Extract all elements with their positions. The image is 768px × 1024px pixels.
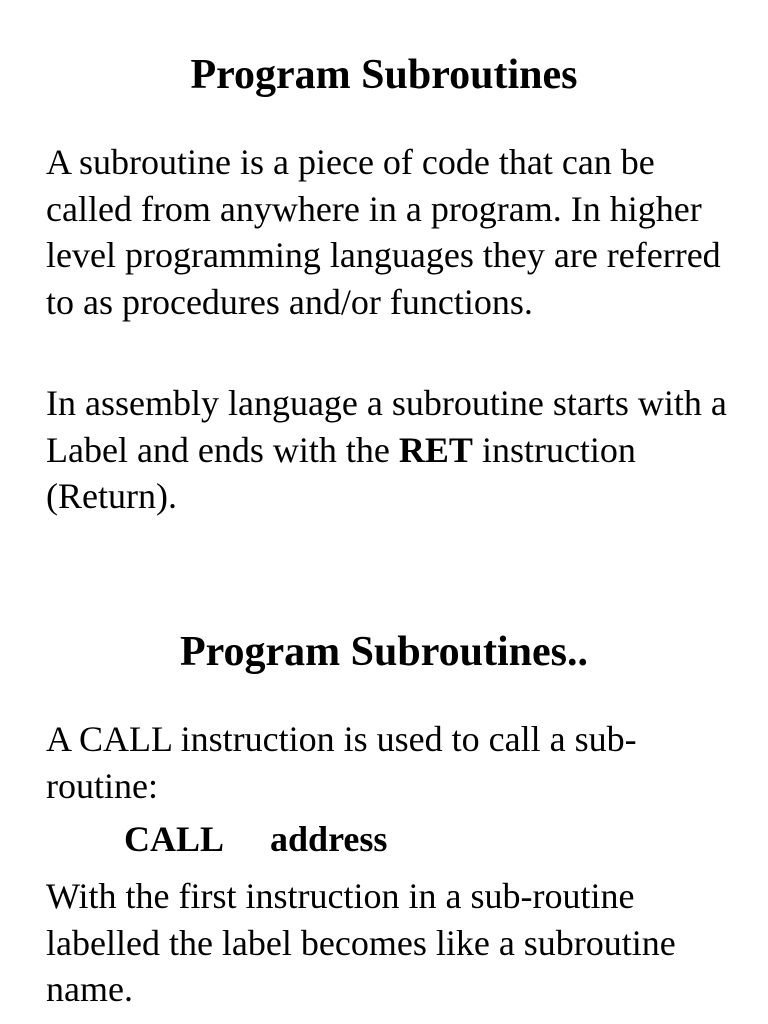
label-naming-paragraph: With the first instruction in a sub-routine labelled the label becomes like a subroutine name. [46, 876, 676, 1009]
slide-title: Program Subroutines [190, 52, 578, 98]
paragraph-text: In assembly language a subroutine starts with a Label and ends with the [46, 383, 727, 470]
call-keyword: CALL [124, 819, 225, 859]
call-instruction-paragraph: A CALL instruction is used to call a sub-routine: [46, 719, 637, 806]
assembly-subroutine-paragraph [46, 380, 746, 520]
subroutine-definition-paragraph: A subroutine is a piece of code that can be called from anywhere in a program. In higher level programming languages they are referred to as procedures and/or functions. [46, 142, 721, 322]
ret-keyword: RET [398, 429, 473, 470]
call-syntax-line [124, 816, 387, 862]
call-argument: address [270, 819, 388, 859]
slide-title: Program Subroutines.. [180, 629, 588, 675]
paragraph-text: instruction (Return). [46, 429, 636, 516]
slide-2 [0, 580, 768, 1024]
